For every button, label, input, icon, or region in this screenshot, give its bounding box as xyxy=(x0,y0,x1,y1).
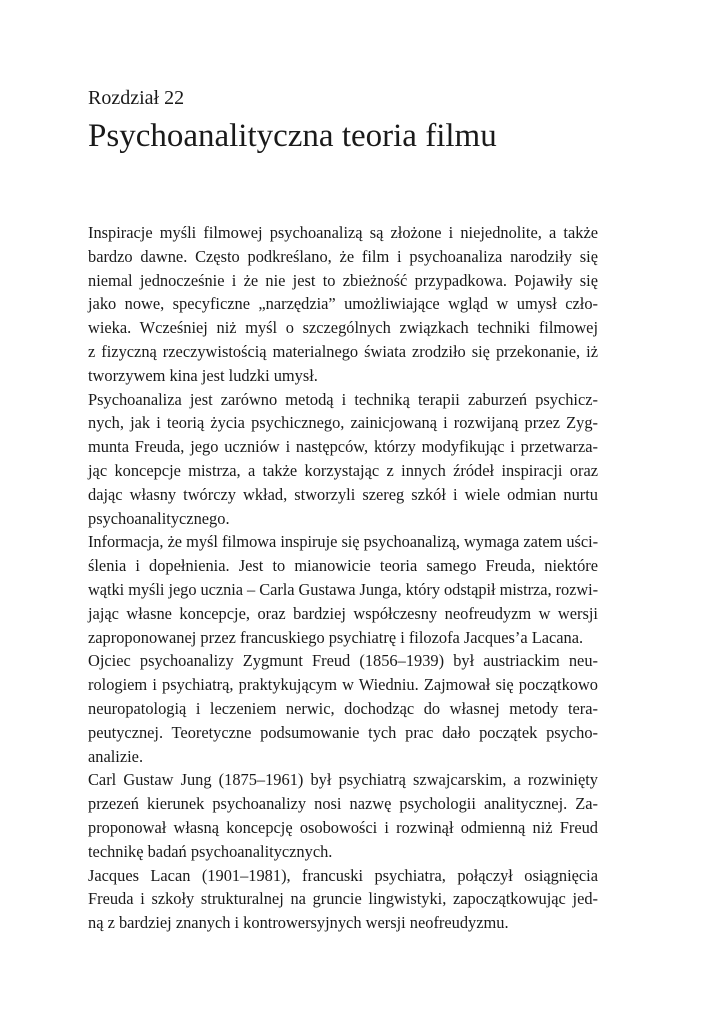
text-line: wątki myśli jego ucznia – Carla Gustawa Junga, który odstąpił mistrza, rozwi- xyxy=(88,579,599,599)
text-line: z fizyczną rzeczywistością materialnego świata zrodziło się przekonanie, iż xyxy=(88,341,598,361)
text-line: psychoanalitycznego. xyxy=(88,508,230,528)
text-line: munta Freuda, jego uczniów i następców, którzy modyfikując i przetwarza- xyxy=(88,437,598,457)
text-line: rologiem i psychiatrą, praktykującym w Wiedniu. Zajmował się początkowo xyxy=(88,675,598,695)
chapter-title: Psychoanalityczna teoria filmu xyxy=(88,118,497,154)
text-line: tworzywem kina jest ludzki umysł. xyxy=(88,365,318,385)
text-line: jąc koncepcje mistrza, a także korzystając z innych źródeł inspiracji oraz xyxy=(88,460,598,480)
text-line: Inspiracje myśli filmowej psychoanalizą są złożone i niejednolite, a także xyxy=(88,223,598,242)
text-line: proponował własną koncepcję osobowości i rozwinął odmienną niż Freud xyxy=(88,817,598,837)
text-line: ną z bardziej znanych i kontrowersyjnych wersji neofreudyzmu. xyxy=(88,913,509,933)
text-line: dając własny twórczy wkład, stworzyli szereg szkół i wiele odmian nurtu xyxy=(88,484,598,504)
text-line: Psychoanaliza jest zarówno metodą i techniką terapii zaburzeń psychicz- xyxy=(88,389,598,409)
text-line: nych, jak i teorią życia psychicznego, zainicjowaną i rozwijaną przez Zyg- xyxy=(88,413,598,433)
text-line: Freuda i szkoły strukturalnej na gruncie lingwistyki, zapoczątkowując jed- xyxy=(88,889,598,909)
text-line: neuropatologią i leczeniem nerwic, dochodząc do własnej metody tera- xyxy=(88,698,598,718)
text-line: peutycznej. Teoretyczne podsumowanie tych prac dało początek psycho- xyxy=(88,722,598,742)
text-line: jako nowe, specyficzne „narzędzia” umożliwiające wgląd w umysł czło- xyxy=(88,294,598,314)
text-line: Jacques Lacan (1901–1981), francuski psychiatra, połączył osiągnięcia xyxy=(88,865,598,885)
text-line: Ojciec psychoanalizy Zygmunt Freud (1856–1939) był austriackim neu- xyxy=(88,651,598,671)
text-line: bardzo dawne. Często podkreślano, że film i psychoanaliza narodziły się xyxy=(88,246,598,266)
text-line: zaproponowanej przez francuskiego psychiatrę i filozofa Jacques’a Lacana. xyxy=(88,627,584,647)
text-line: przezeń kierunek psychoanalizy nosi nazwę psychologii analitycznej. Za- xyxy=(88,794,598,814)
text-line: jając własne koncepcje, oraz bardziej współczesny neofreudyzm w wersji xyxy=(88,603,598,623)
text-line: ślenia i dopełnienia. Jest to mianowicie teoria samego Freuda, niektóre xyxy=(88,556,598,576)
text-line: wieka. Wcześniej niż myśl o szczególnych związkach techniki filmowej xyxy=(88,318,598,338)
text-line: analizie. xyxy=(88,746,144,766)
text-line: Informacja, że myśl filmowa inspiruje się psychoanalizą, wymaga zatem uści- xyxy=(88,532,598,552)
chapter-number: Rozdział 22 xyxy=(88,87,185,109)
text-line: niemal jednocześnie i że nie jest to zbieżność przypadkowa. Pojawiły się xyxy=(88,270,598,290)
text-line: technikę badań psychoanalitycznych. xyxy=(88,841,333,861)
body-text xyxy=(88,221,598,935)
text-line: Carl Gustaw Jung (1875–1961) był psychiatrą szwajcarskim, a rozwinięty xyxy=(88,770,598,790)
